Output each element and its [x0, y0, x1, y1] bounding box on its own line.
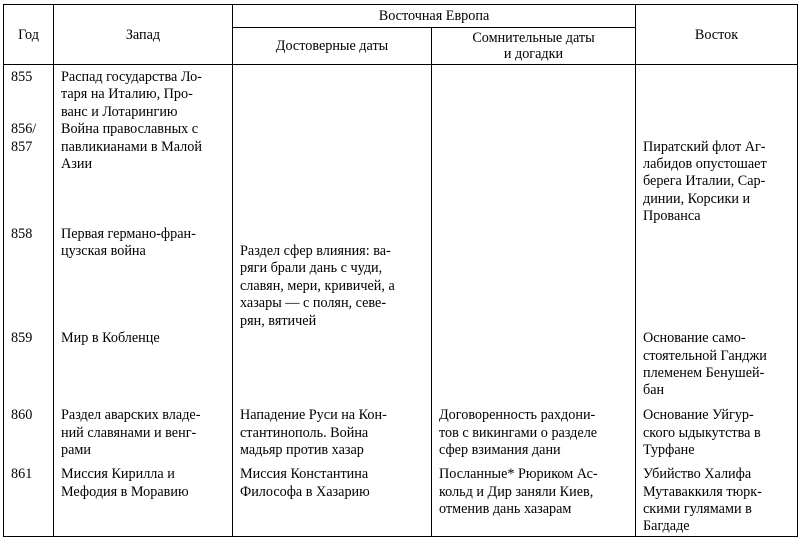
- cell-west: [54, 121, 233, 225]
- cell-east-text: [643, 407, 793, 459]
- cell-year: [4, 226, 54, 330]
- text-line: Договоренность рахдони-: [439, 407, 596, 424]
- cell-west: [54, 466, 233, 536]
- cell-doubtful-dates-text: [439, 466, 631, 518]
- cell-west-text: [61, 69, 228, 121]
- cell-east-text: [643, 466, 793, 536]
- cell-doubtful-dates: [432, 407, 636, 466]
- header-west: Запад: [54, 5, 233, 65]
- text-line: [643, 121, 793, 138]
- cell-year-text: [11, 226, 51, 243]
- cell-doubtful-dates: [432, 466, 636, 536]
- cell-year-text: [11, 69, 51, 86]
- cell-east: [636, 121, 798, 225]
- text-line: цузская война: [61, 243, 146, 260]
- cell-year: [4, 121, 54, 225]
- text-line: Убийство Халифа: [643, 466, 752, 483]
- cell-east: [636, 407, 798, 466]
- cell-year: [4, 330, 54, 407]
- cell-reliable-dates: [233, 330, 432, 407]
- text-line: павликианами в Малой: [61, 138, 202, 155]
- chronology-table: [3, 4, 798, 537]
- cell-reliable-dates-text: [240, 466, 427, 501]
- text-line: [240, 226, 427, 243]
- text-line: ний славянами и венг-: [61, 424, 197, 441]
- cell-doubtful-dates: [432, 65, 636, 122]
- cell-reliable-dates-text: [240, 226, 427, 330]
- text-line: Первая германо-фран-: [61, 225, 196, 242]
- text-line: Философа в Хазарию: [240, 483, 370, 500]
- text-line: динии, Корсики и: [643, 190, 751, 207]
- cell-doubtful-dates-text: [439, 407, 631, 459]
- text-line: тов с викингами о разделе: [439, 424, 598, 441]
- text-line: племенем Бенушей-: [643, 364, 765, 381]
- text-line: Основание само-: [643, 330, 746, 347]
- header-reliable-dates: Достоверные даты: [233, 28, 432, 65]
- cell-east: [636, 226, 798, 330]
- cell-west-text: [61, 466, 228, 501]
- text-line: Турфане: [643, 441, 695, 458]
- cell-year-text: [11, 330, 51, 347]
- table-row: [4, 121, 798, 225]
- cell-east: [636, 466, 798, 536]
- text-line: Основание Уйгур-: [643, 407, 754, 424]
- text-line: мадьяр против хазар: [240, 441, 364, 458]
- cell-west: [54, 65, 233, 122]
- text-line: славян, мери, кривичей, а: [240, 277, 395, 294]
- header-east-europe: Восточная Европа: [233, 5, 636, 28]
- header-doubtful-dates: [432, 28, 636, 65]
- text-line: Багдаде: [643, 518, 690, 535]
- cell-east: [636, 330, 798, 407]
- text-line: 855: [11, 69, 33, 85]
- text-line: 857: [11, 138, 33, 155]
- table-row: [4, 226, 798, 330]
- text-line: 856/: [11, 121, 37, 138]
- cell-west: [54, 407, 233, 466]
- cell-east-text: [643, 121, 793, 225]
- text-line: Прованса: [643, 208, 701, 225]
- cell-west: [54, 330, 233, 407]
- text-line: ского ыдыкутства в: [643, 424, 761, 441]
- text-line: Раздел аварских владе-: [61, 407, 201, 424]
- text-line: Война православных с: [61, 121, 199, 138]
- cell-west-text: [61, 330, 228, 347]
- text-line: скими гулямами в: [643, 500, 752, 517]
- text-line: ряги брали дань с чуди,: [240, 260, 383, 277]
- text-line: Миссия Константина: [240, 466, 369, 483]
- text-line: рян, вятичей: [240, 312, 317, 329]
- header-east: Восток: [636, 5, 798, 65]
- table-header: [4, 5, 798, 65]
- cell-reliable-dates-text: [240, 407, 427, 459]
- cell-reliable-dates: [233, 121, 432, 225]
- text-line: и догадки: [503, 46, 564, 62]
- cell-reliable-dates: [233, 466, 432, 536]
- text-line: Раздел сфер влияния: ва-: [240, 243, 391, 260]
- text-line: 861: [11, 466, 33, 483]
- text-line: 858: [11, 225, 33, 242]
- text-line: Мир в Кобленце: [61, 330, 160, 347]
- text-line: сфер взимания дани: [439, 441, 561, 458]
- text-line: берега Италии, Сар-: [643, 173, 766, 190]
- text-line: стоятельной Ганджи: [643, 347, 767, 364]
- table-row: [4, 65, 798, 122]
- cell-reliable-dates: [233, 226, 432, 330]
- text-line: таря на Италию, Про-: [61, 86, 193, 103]
- cell-reliable-dates: [233, 407, 432, 466]
- text-line: рами: [61, 441, 91, 458]
- text-line: лабидов опустошает: [643, 156, 767, 173]
- text-line: Мефодия в Моравию: [61, 483, 189, 500]
- text-line: кольд и Дир заняли Киев,: [439, 483, 594, 500]
- text-line: Азии: [61, 156, 93, 173]
- table-row: [4, 407, 798, 466]
- text-line: 860: [11, 407, 33, 424]
- text-line: ванс и Лотарингию: [61, 103, 178, 120]
- cell-year: [4, 407, 54, 466]
- cell-year-text: [11, 466, 51, 483]
- cell-doubtful-dates: [432, 226, 636, 330]
- cell-doubtful-dates: [432, 330, 636, 407]
- cell-year-text: [11, 407, 51, 424]
- cell-year: [4, 65, 54, 122]
- header-year: Год: [4, 5, 54, 65]
- text-line: стантинополь. Война: [240, 424, 369, 441]
- text-line: Мутаваккиля тюрк-: [643, 483, 762, 500]
- cell-doubtful-dates: [432, 121, 636, 225]
- text-line: Посланные* Рюриком Ас-: [439, 466, 598, 483]
- cell-east-text: [643, 330, 793, 400]
- text-line: бан: [643, 382, 665, 399]
- text-line: хазары — с полян, севе-: [240, 295, 387, 312]
- cell-west-text: [61, 226, 228, 261]
- table-body: [4, 65, 798, 537]
- text-line: 859: [11, 330, 33, 347]
- text-line: Пиратский флот Аг-: [643, 138, 766, 155]
- text-line: Нападение Руси на Кон-: [240, 407, 387, 424]
- cell-west: [54, 226, 233, 330]
- text-line: Сомнительные даты: [472, 30, 595, 46]
- cell-year-text: [11, 121, 51, 156]
- cell-year: [4, 466, 54, 536]
- text-line: Миссия Кирилла и: [61, 466, 175, 483]
- cell-reliable-dates: [233, 65, 432, 122]
- cell-west-text: [61, 121, 228, 173]
- cell-east: [636, 65, 798, 122]
- header-doubtful-dates-text: [436, 30, 631, 62]
- text-line: Распад государства Ло-: [61, 69, 202, 85]
- text-line: отменив дань хазарам: [439, 500, 572, 517]
- cell-west-text: [61, 407, 228, 459]
- table-row: [4, 330, 798, 407]
- table-row: [4, 466, 798, 536]
